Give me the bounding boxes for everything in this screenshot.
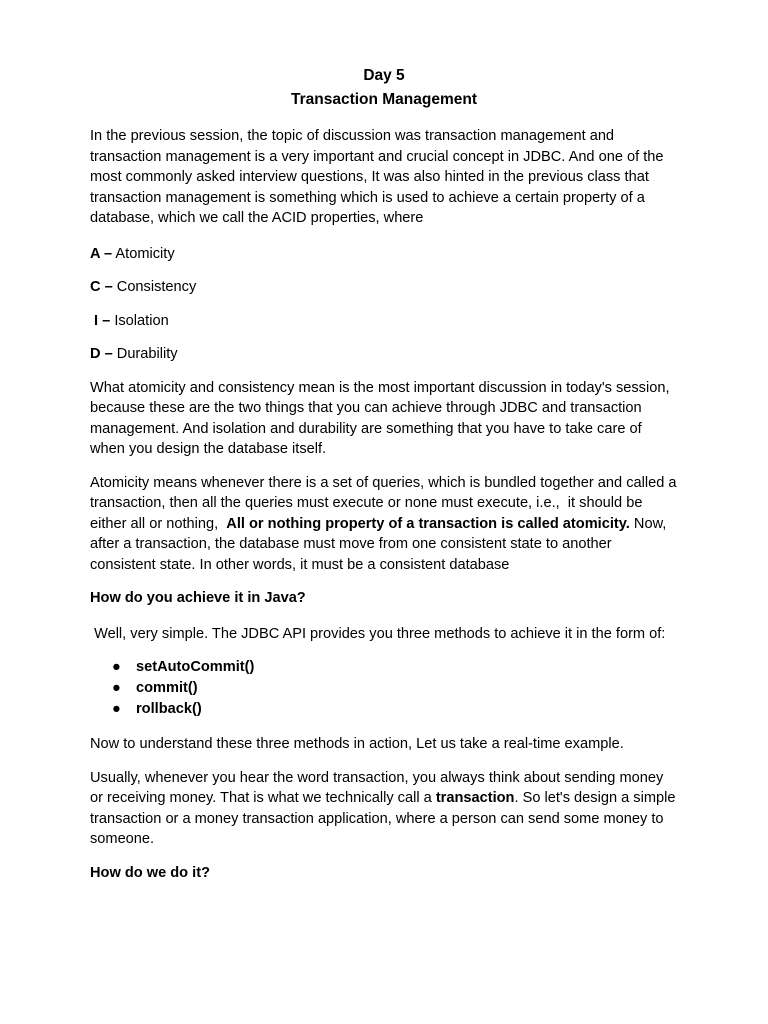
money-paragraph: [90, 768, 680, 850]
consistency-paragraph: What atomicity and consistency mean is the most important discussion in today's session, because these are the two things that you can achieve through JDBC and transaction management. And isolation and durability are something that you have to take care of when you design the database itself.: [90, 379, 670, 457]
transaction-term: transaction: [435, 790, 515, 806]
acid-item-consistency: [90, 277, 680, 298]
list-item: [112, 678, 680, 699]
acid-letter: I –: [90, 312, 111, 329]
method-name: commit(): [136, 680, 198, 696]
acid-letter: A –: [90, 245, 113, 262]
methods-list: [90, 657, 680, 720]
acid-term: Durability: [112, 346, 178, 362]
money-text-1: Usually, whenever you hear the word transaction, you always think about sending money or receiving money. That is what we technically call a: [90, 769, 664, 806]
bullet-icon: ●: [112, 701, 121, 717]
acid-item-atomicity: [90, 244, 680, 265]
atomicity-text-2: Now, after a transaction, the database must move from one consistent state to another consistent state. In other words, it must be a consistent database: [90, 515, 671, 573]
api-paragraph: Well, very simple. The JDBC API provides you three methods to achieve it in the form of:: [90, 625, 666, 642]
heading-how-do-we: How do we do it?: [90, 864, 210, 881]
acid-term: Atomicity: [112, 245, 175, 262]
acid-term: Isolation: [110, 312, 169, 329]
acid-term: Consistency: [112, 279, 197, 295]
list-item: [112, 699, 680, 720]
atomicity-definition: All or nothing property of a transaction is called atomicity.: [226, 515, 630, 532]
example-paragraph: Now to understand these three methods in action, Let us take a real-time example.: [90, 736, 624, 752]
bullet-icon: ●: [112, 659, 121, 675]
bullet-icon: ●: [112, 680, 121, 696]
acid-letter: D –: [90, 346, 113, 362]
method-name: rollback(): [136, 701, 202, 717]
title-block: [0, 64, 768, 112]
atomicity-paragraph: [90, 473, 680, 576]
method-name: setAutoCommit(): [136, 659, 255, 675]
list-item: [112, 657, 680, 678]
day-title: Day 5: [363, 67, 405, 84]
acid-item-durability: [90, 344, 680, 365]
intro-paragraph: In the previous session, the topic of discussion was transaction management and transaction management is a very important and crucial concept in JDBC. And one of the most commonly asked interview questions, It was also hinted in the previous class that transaction management is something which is used to achieve a certain property of a database, which we call the ACID properties, where: [90, 128, 664, 226]
money-text-2: . So let's design a simple transaction or a money transaction application, where a person can send some money to someone.: [90, 790, 676, 847]
atomicity-text-1: Atomicity means whenever there is a set of queries, which is bundled together and called a transaction, then all the queries must execute or none must execute, i.e., it should be either all or nothing,: [90, 474, 681, 532]
acid-letter: C –: [90, 279, 113, 295]
document-title: Transaction Management: [290, 91, 478, 108]
heading-achieve-java: How do you achieve it in Java?: [90, 590, 306, 606]
document-body: [90, 126, 680, 898]
acid-item-isolation: [90, 311, 680, 332]
